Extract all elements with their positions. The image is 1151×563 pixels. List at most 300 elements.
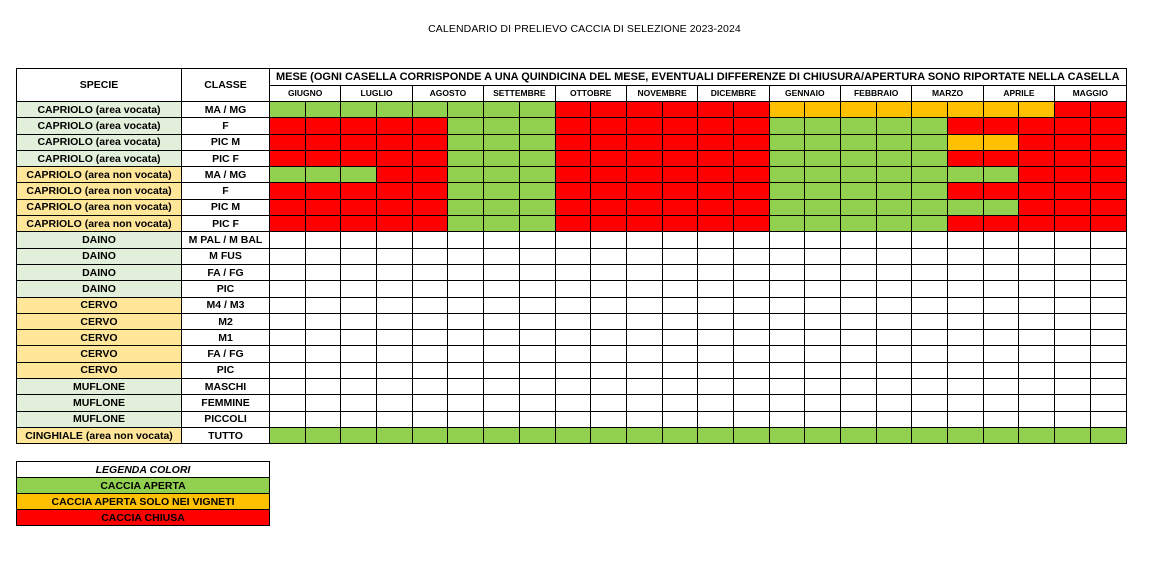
period-cell xyxy=(484,232,520,248)
period-cell xyxy=(769,297,805,313)
period-cell xyxy=(1019,199,1055,215)
month-header-marzo: MARZO xyxy=(912,85,983,102)
period-cell xyxy=(305,395,341,411)
period-cell xyxy=(555,216,591,232)
period-cell xyxy=(448,150,484,166)
class-cell: F xyxy=(182,183,270,199)
period-cell xyxy=(305,183,341,199)
period-cell xyxy=(1055,362,1091,378)
class-cell: M FUS xyxy=(182,248,270,264)
period-cell xyxy=(591,183,627,199)
period-cell xyxy=(555,134,591,150)
period-cell xyxy=(912,183,948,199)
period-cell xyxy=(912,346,948,362)
species-cell: CERVO xyxy=(17,313,182,329)
period-cell xyxy=(626,346,662,362)
period-cell xyxy=(912,134,948,150)
class-cell: FA / FG xyxy=(182,264,270,280)
period-cell xyxy=(841,102,877,118)
period-cell xyxy=(841,232,877,248)
period-cell xyxy=(1019,248,1055,264)
species-cell: CAPRIOLO (area non vocata) xyxy=(17,167,182,183)
period-cell xyxy=(626,167,662,183)
period-cell xyxy=(412,411,448,427)
table-row xyxy=(17,134,1127,150)
period-cell xyxy=(841,362,877,378)
period-cell xyxy=(841,199,877,215)
table-row xyxy=(17,183,1127,199)
period-cell xyxy=(662,102,698,118)
period-cell xyxy=(876,134,912,150)
period-cell xyxy=(805,313,841,329)
month-header-ottobre: OTTOBRE xyxy=(555,85,626,102)
period-cell xyxy=(341,216,377,232)
period-cell xyxy=(270,330,306,346)
period-cell xyxy=(591,427,627,443)
period-cell xyxy=(876,232,912,248)
period-cell xyxy=(448,102,484,118)
species-cell: MUFLONE xyxy=(17,395,182,411)
period-cell xyxy=(519,330,555,346)
period-cell xyxy=(983,150,1019,166)
period-cell xyxy=(412,297,448,313)
period-cell xyxy=(1090,167,1126,183)
period-cell xyxy=(484,346,520,362)
period-cell xyxy=(341,362,377,378)
class-cell: PIC M xyxy=(182,134,270,150)
period-cell xyxy=(519,199,555,215)
period-cell xyxy=(876,427,912,443)
period-cell xyxy=(270,118,306,134)
period-cell xyxy=(876,411,912,427)
period-cell xyxy=(1055,297,1091,313)
period-cell xyxy=(698,183,734,199)
period-cell xyxy=(377,150,413,166)
period-cell xyxy=(805,427,841,443)
period-cell xyxy=(1090,395,1126,411)
period-cell xyxy=(519,281,555,297)
table-row xyxy=(17,167,1127,183)
period-cell xyxy=(305,102,341,118)
period-cell xyxy=(662,264,698,280)
period-cell xyxy=(448,297,484,313)
period-cell xyxy=(1055,379,1091,395)
period-cell xyxy=(626,379,662,395)
period-cell xyxy=(1055,150,1091,166)
period-cell xyxy=(270,313,306,329)
period-cell xyxy=(948,199,984,215)
period-cell xyxy=(341,395,377,411)
period-cell xyxy=(448,134,484,150)
table-row xyxy=(17,379,1127,395)
period-cell xyxy=(733,102,769,118)
period-cell xyxy=(805,216,841,232)
period-cell xyxy=(948,362,984,378)
species-cell: CAPRIOLO (area non vocata) xyxy=(17,183,182,199)
period-cell xyxy=(769,118,805,134)
period-cell xyxy=(341,248,377,264)
period-cell xyxy=(912,264,948,280)
period-cell xyxy=(591,346,627,362)
period-cell xyxy=(1055,427,1091,443)
period-cell xyxy=(733,313,769,329)
class-cell: MA / MG xyxy=(182,102,270,118)
period-cell xyxy=(948,346,984,362)
period-cell xyxy=(805,183,841,199)
table-row xyxy=(17,313,1127,329)
class-cell: FEMMINE xyxy=(182,395,270,411)
period-cell xyxy=(948,264,984,280)
period-cell xyxy=(377,395,413,411)
table-row xyxy=(17,264,1127,280)
period-cell xyxy=(377,232,413,248)
period-cell xyxy=(876,379,912,395)
period-cell xyxy=(769,248,805,264)
period-cell xyxy=(270,411,306,427)
period-cell xyxy=(805,167,841,183)
period-cell xyxy=(983,183,1019,199)
period-cell xyxy=(484,216,520,232)
period-cell xyxy=(519,313,555,329)
period-cell xyxy=(805,281,841,297)
period-cell xyxy=(1090,134,1126,150)
period-cell xyxy=(912,362,948,378)
period-cell xyxy=(769,150,805,166)
class-cell: TUTTO xyxy=(182,427,270,443)
period-cell xyxy=(448,281,484,297)
month-header-dicembre: DICEMBRE xyxy=(698,85,769,102)
period-cell xyxy=(305,150,341,166)
period-cell xyxy=(555,150,591,166)
period-cell xyxy=(341,183,377,199)
period-cell xyxy=(412,427,448,443)
period-cell xyxy=(412,281,448,297)
period-cell xyxy=(555,118,591,134)
period-cell xyxy=(591,199,627,215)
period-cell xyxy=(591,167,627,183)
period-cell xyxy=(805,118,841,134)
table-row xyxy=(17,150,1127,166)
period-cell xyxy=(1055,167,1091,183)
period-cell xyxy=(412,183,448,199)
period-cell xyxy=(698,118,734,134)
period-cell xyxy=(591,118,627,134)
period-cell xyxy=(591,362,627,378)
legend-item: CACCIA APERTA SOLO NEI VIGNETI xyxy=(17,494,270,510)
period-cell xyxy=(305,232,341,248)
period-cell xyxy=(270,346,306,362)
table-row xyxy=(17,248,1127,264)
period-cell xyxy=(769,362,805,378)
period-cell xyxy=(1019,427,1055,443)
period-cell xyxy=(484,102,520,118)
period-cell xyxy=(1090,346,1126,362)
period-cell xyxy=(805,411,841,427)
period-cell xyxy=(805,346,841,362)
period-cell xyxy=(733,232,769,248)
period-cell xyxy=(1090,281,1126,297)
period-cell xyxy=(1055,118,1091,134)
period-cell xyxy=(733,216,769,232)
period-cell xyxy=(841,183,877,199)
period-cell xyxy=(769,102,805,118)
period-cell xyxy=(1019,297,1055,313)
period-cell xyxy=(805,199,841,215)
period-cell xyxy=(1090,297,1126,313)
period-cell xyxy=(555,313,591,329)
period-cell xyxy=(412,395,448,411)
period-cell xyxy=(948,167,984,183)
table-row xyxy=(17,411,1127,427)
period-cell xyxy=(448,248,484,264)
period-cell xyxy=(983,232,1019,248)
period-cell xyxy=(662,379,698,395)
period-cell xyxy=(662,134,698,150)
period-cell xyxy=(341,167,377,183)
period-cell xyxy=(448,183,484,199)
period-cell xyxy=(591,313,627,329)
period-cell xyxy=(983,102,1019,118)
period-cell xyxy=(555,183,591,199)
period-cell xyxy=(1090,264,1126,280)
period-cell xyxy=(412,379,448,395)
period-cell xyxy=(948,379,984,395)
period-cell xyxy=(805,264,841,280)
period-cell xyxy=(305,216,341,232)
period-cell xyxy=(769,216,805,232)
period-cell xyxy=(1019,313,1055,329)
period-cell xyxy=(484,118,520,134)
period-cell xyxy=(733,346,769,362)
period-cell xyxy=(626,102,662,118)
period-cell xyxy=(270,281,306,297)
period-cell xyxy=(626,199,662,215)
period-cell xyxy=(448,216,484,232)
period-cell xyxy=(1055,264,1091,280)
period-cell xyxy=(305,248,341,264)
period-cell xyxy=(377,297,413,313)
period-cell xyxy=(983,118,1019,134)
period-cell xyxy=(591,264,627,280)
period-cell xyxy=(733,264,769,280)
period-cell xyxy=(698,362,734,378)
period-cell xyxy=(305,411,341,427)
period-cell xyxy=(733,411,769,427)
period-cell xyxy=(769,330,805,346)
period-cell xyxy=(876,216,912,232)
period-cell xyxy=(805,395,841,411)
period-cell xyxy=(341,379,377,395)
period-cell xyxy=(1090,102,1126,118)
period-cell xyxy=(876,264,912,280)
legend-title: LEGENDA COLORI xyxy=(17,462,270,478)
period-cell xyxy=(805,297,841,313)
period-cell xyxy=(555,297,591,313)
period-cell xyxy=(698,379,734,395)
period-cell xyxy=(555,330,591,346)
period-cell xyxy=(769,313,805,329)
period-cell xyxy=(519,248,555,264)
period-cell xyxy=(591,297,627,313)
period-cell xyxy=(341,281,377,297)
period-cell xyxy=(662,216,698,232)
period-cell xyxy=(733,395,769,411)
class-cell: MA / MG xyxy=(182,167,270,183)
class-cell: M1 xyxy=(182,330,270,346)
period-cell xyxy=(698,427,734,443)
period-cell xyxy=(377,313,413,329)
period-cell xyxy=(519,216,555,232)
period-cell xyxy=(1019,346,1055,362)
period-cell xyxy=(1090,330,1126,346)
period-cell xyxy=(626,150,662,166)
period-cell xyxy=(626,232,662,248)
period-cell xyxy=(769,264,805,280)
period-cell xyxy=(983,313,1019,329)
period-cell xyxy=(983,362,1019,378)
period-cell xyxy=(484,183,520,199)
period-cell xyxy=(341,199,377,215)
species-cell: CAPRIOLO (area vocata) xyxy=(17,118,182,134)
period-cell xyxy=(555,395,591,411)
period-cell xyxy=(412,346,448,362)
period-cell xyxy=(983,199,1019,215)
period-cell xyxy=(341,346,377,362)
period-cell xyxy=(698,134,734,150)
period-cell xyxy=(341,150,377,166)
period-cell xyxy=(555,232,591,248)
period-cell xyxy=(341,118,377,134)
period-cell xyxy=(841,411,877,427)
period-cell xyxy=(698,395,734,411)
period-cell xyxy=(769,346,805,362)
period-cell xyxy=(1055,330,1091,346)
period-cell xyxy=(591,395,627,411)
color-legend xyxy=(16,461,270,526)
period-cell xyxy=(270,379,306,395)
period-cell xyxy=(948,281,984,297)
period-cell xyxy=(841,395,877,411)
period-cell xyxy=(412,232,448,248)
period-cell xyxy=(698,346,734,362)
period-cell xyxy=(626,248,662,264)
period-cell xyxy=(1019,216,1055,232)
period-cell xyxy=(519,346,555,362)
period-cell xyxy=(484,330,520,346)
period-cell xyxy=(876,150,912,166)
period-cell xyxy=(662,150,698,166)
month-header-agosto: AGOSTO xyxy=(412,85,483,102)
class-cell: F xyxy=(182,118,270,134)
species-cell: DAINO xyxy=(17,264,182,280)
period-cell xyxy=(1019,167,1055,183)
period-cell xyxy=(912,330,948,346)
species-cell: CERVO xyxy=(17,346,182,362)
period-cell xyxy=(912,281,948,297)
period-cell xyxy=(484,167,520,183)
period-cell xyxy=(377,183,413,199)
period-cell xyxy=(841,248,877,264)
period-cell xyxy=(377,134,413,150)
period-cell xyxy=(983,427,1019,443)
period-cell xyxy=(377,346,413,362)
period-cell xyxy=(698,102,734,118)
period-cell xyxy=(377,362,413,378)
period-cell xyxy=(448,199,484,215)
class-cell: PICCOLI xyxy=(182,411,270,427)
period-cell xyxy=(270,362,306,378)
period-cell xyxy=(733,330,769,346)
period-cell xyxy=(1090,118,1126,134)
period-cell xyxy=(769,134,805,150)
period-cell xyxy=(733,281,769,297)
period-cell xyxy=(733,167,769,183)
period-cell xyxy=(733,134,769,150)
period-cell xyxy=(377,427,413,443)
period-cell xyxy=(983,264,1019,280)
table-row xyxy=(17,427,1127,443)
period-cell xyxy=(662,248,698,264)
period-cell xyxy=(341,313,377,329)
period-cell xyxy=(1055,183,1091,199)
period-cell xyxy=(555,362,591,378)
period-cell xyxy=(948,216,984,232)
period-cell xyxy=(591,134,627,150)
period-cell xyxy=(662,427,698,443)
period-cell xyxy=(698,216,734,232)
period-cell xyxy=(555,379,591,395)
period-cell xyxy=(1090,379,1126,395)
table-row xyxy=(17,297,1127,313)
period-cell xyxy=(448,362,484,378)
table-row xyxy=(17,232,1127,248)
period-cell xyxy=(1019,281,1055,297)
period-cell xyxy=(733,183,769,199)
period-cell xyxy=(662,183,698,199)
period-cell xyxy=(983,297,1019,313)
period-cell xyxy=(270,167,306,183)
period-cell xyxy=(733,297,769,313)
month-header-giugno: GIUGNO xyxy=(270,85,341,102)
period-cell xyxy=(841,330,877,346)
class-cell: M2 xyxy=(182,313,270,329)
period-cell xyxy=(377,216,413,232)
period-cell xyxy=(805,248,841,264)
period-cell xyxy=(305,330,341,346)
period-cell xyxy=(270,183,306,199)
period-cell xyxy=(519,362,555,378)
period-cell xyxy=(698,248,734,264)
period-cell xyxy=(1019,183,1055,199)
period-cell xyxy=(876,167,912,183)
period-cell xyxy=(591,330,627,346)
period-cell xyxy=(270,427,306,443)
period-cell xyxy=(912,199,948,215)
period-cell xyxy=(1055,248,1091,264)
class-cell: M PAL / M BAL xyxy=(182,232,270,248)
period-cell xyxy=(912,118,948,134)
period-cell xyxy=(626,362,662,378)
period-cell xyxy=(412,313,448,329)
species-cell: CINGHIALE (area non vocata) xyxy=(17,427,182,443)
period-cell xyxy=(484,362,520,378)
period-cell xyxy=(305,313,341,329)
period-cell xyxy=(1055,216,1091,232)
period-cell xyxy=(626,264,662,280)
period-cell xyxy=(305,427,341,443)
period-cell xyxy=(983,134,1019,150)
period-cell xyxy=(662,167,698,183)
